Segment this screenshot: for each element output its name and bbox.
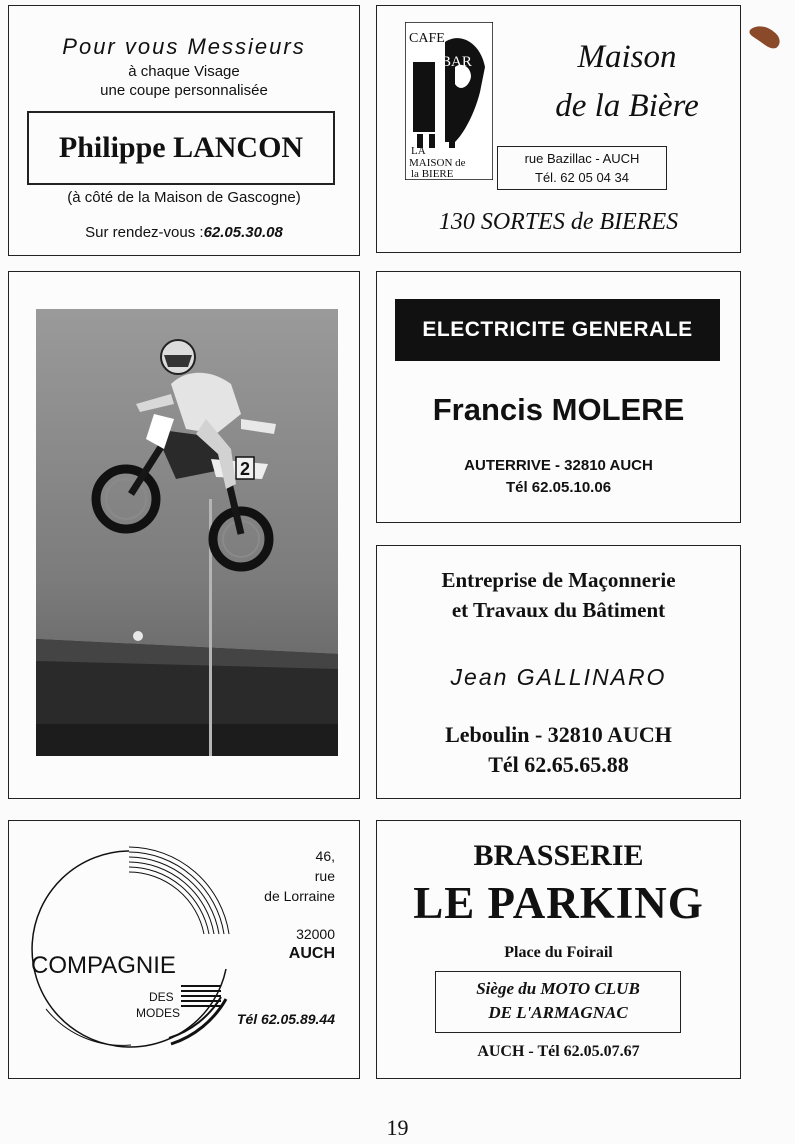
club-line: Siège du MOTO CLUB bbox=[476, 979, 640, 998]
address-box bbox=[497, 146, 667, 190]
postcode: 32000 bbox=[296, 926, 335, 942]
business-name: Jean GALLINARO bbox=[450, 664, 667, 690]
business-name: de la Bière bbox=[555, 88, 699, 124]
compagnie-des-modes-logo bbox=[21, 839, 236, 1059]
address-block bbox=[264, 846, 335, 964]
club-line: DE L'ARMAGNAC bbox=[488, 1003, 628, 1022]
logo-text: DES bbox=[149, 990, 174, 1004]
paper-stain bbox=[748, 22, 784, 52]
cafe-bar-logo bbox=[405, 22, 493, 180]
logo-text: CAFE bbox=[409, 31, 445, 46]
logo-text: la BIERE bbox=[411, 168, 454, 180]
address: Place du Foirail bbox=[504, 944, 613, 961]
club-box bbox=[435, 971, 681, 1033]
ad-brasserie-le-parking bbox=[376, 820, 741, 1079]
appointment-label: Sur rendez-vous : bbox=[85, 224, 204, 241]
address: rue bbox=[314, 868, 335, 884]
ad-line: à chaque Visage bbox=[128, 63, 240, 80]
phone-number: AUCH - Tél 62.05.07.67 bbox=[477, 1043, 640, 1060]
business-name: Francis MOLERE bbox=[432, 392, 685, 427]
ad-jean-gallinaro bbox=[376, 545, 741, 799]
ad-tagline: Pour vous Messieurs bbox=[62, 34, 306, 59]
ad-maison-de-la-biere bbox=[376, 5, 741, 253]
logo-text: MAISON de bbox=[409, 157, 466, 169]
address: AUTERRIVE - 32810 AUCH bbox=[464, 457, 653, 474]
business-name: Maison bbox=[577, 39, 677, 75]
ad-motocross-photo bbox=[8, 271, 360, 799]
ad-line: et Travaux du Bâtiment bbox=[451, 598, 666, 622]
ad-line: Entreprise de Maçonnerie bbox=[441, 568, 676, 592]
phone-number: Tél. 62 05 04 34 bbox=[535, 170, 629, 185]
business-name: LE PARKING bbox=[413, 878, 704, 928]
address: 46, bbox=[315, 848, 335, 864]
business-name: Philippe LANCON bbox=[27, 111, 335, 185]
slogan: 130 SORTES de BIERES bbox=[438, 209, 679, 235]
logo-text: LA bbox=[411, 145, 426, 157]
banner: ELECTRICITE GENERALE bbox=[395, 299, 720, 361]
logo-text: COMPAGNIE bbox=[31, 952, 176, 979]
ad-philippe-lancon bbox=[8, 5, 360, 256]
ad-compagnie-des-modes bbox=[8, 820, 360, 1079]
motocross-photo bbox=[36, 309, 338, 756]
city: AUCH bbox=[288, 945, 335, 962]
page-number: 19 bbox=[386, 1115, 409, 1140]
address: de Lorraine bbox=[264, 888, 335, 904]
rider-number: 2 bbox=[240, 459, 251, 479]
business-type: BRASSERIE bbox=[473, 839, 644, 872]
logo-text: MODES bbox=[136, 1006, 181, 1020]
phone-number: Tél 62.05.89.44 bbox=[236, 1011, 335, 1027]
phone-number: Tél 62.05.10.06 bbox=[505, 479, 612, 496]
phone-number: Tél 62.65.65.88 bbox=[488, 752, 629, 777]
ad-line: une coupe personnalisée bbox=[100, 82, 268, 99]
ad-francis-molere bbox=[376, 271, 741, 523]
logo-text: BAR bbox=[441, 54, 472, 70]
ad-location: (à côté de la Maison de Gascogne) bbox=[67, 189, 301, 206]
address: Leboulin - 32810 AUCH bbox=[445, 722, 672, 747]
address: rue Bazillac - AUCH bbox=[524, 151, 640, 166]
phone-number: 62.05.30.08 bbox=[203, 224, 283, 241]
ad-appointment bbox=[9, 224, 359, 241]
